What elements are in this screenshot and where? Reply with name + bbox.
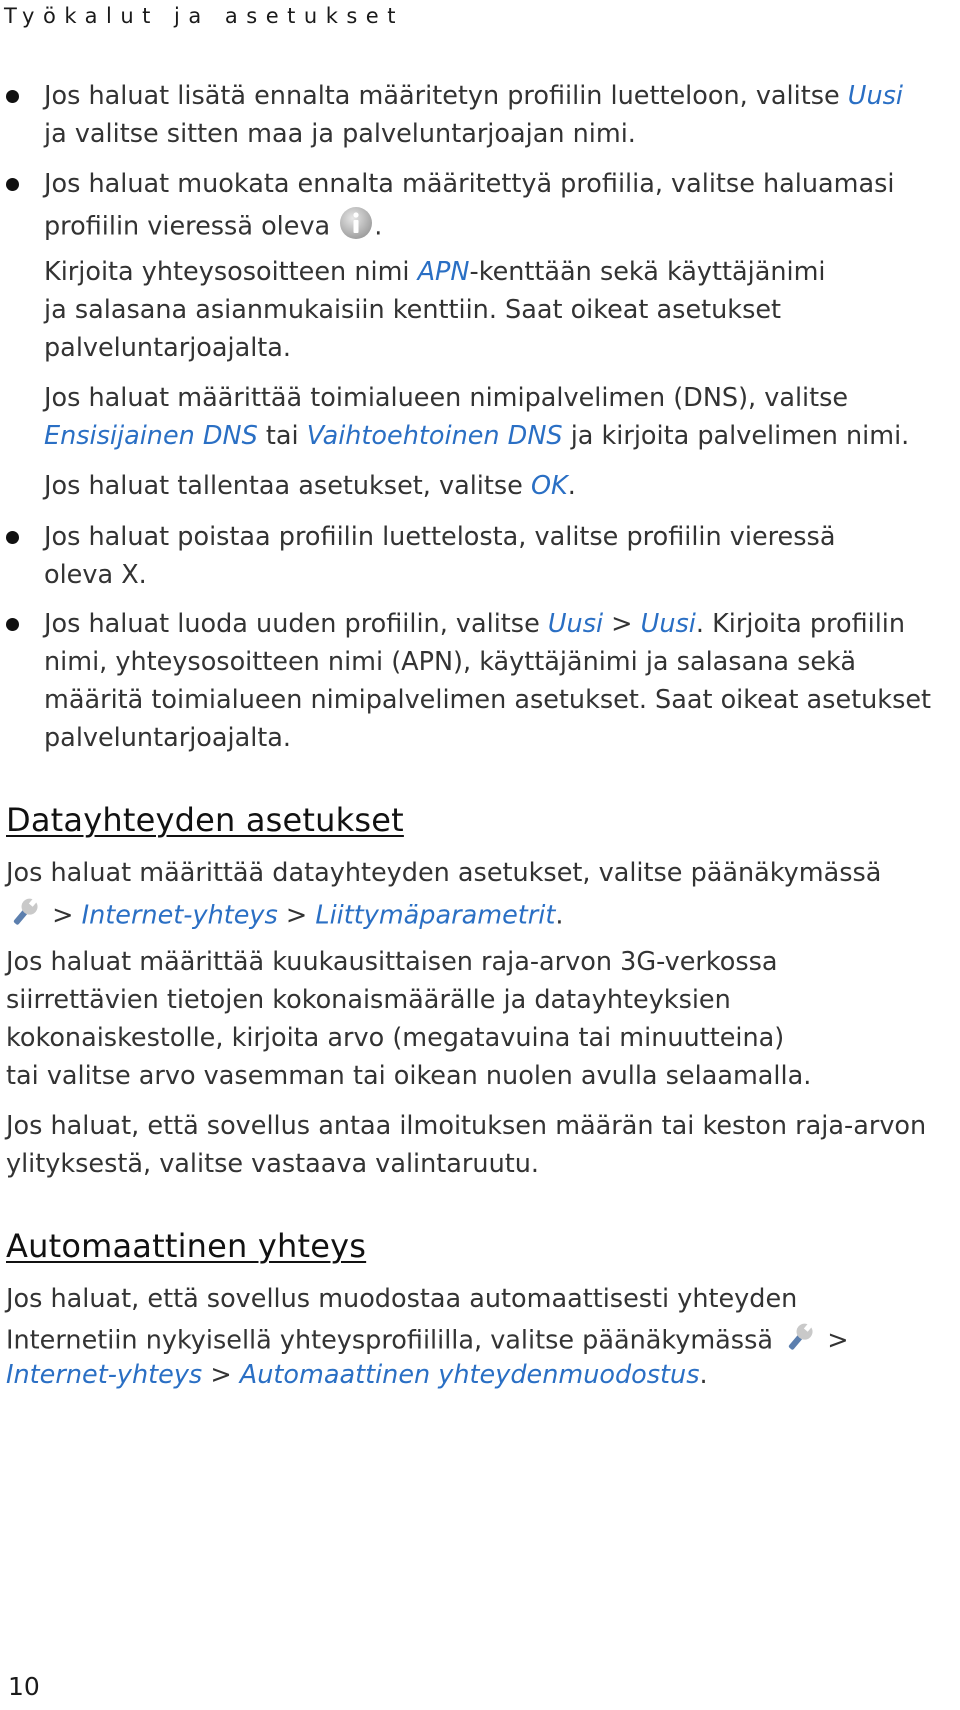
paragraph-line: tai valitse arvo vasemman tai oikean nuolen avulla selaamalla.	[6, 1061, 812, 1091]
paragraph-line: > Internet-yhteys > Liittymäparametrit.	[6, 895, 563, 938]
section-heading: Datayhteyden asetukset	[6, 801, 404, 839]
paragraph-line: Ensisijainen DNS tai Vaihtoehtoinen DNS ja kirjoita palvelimen nimi.	[44, 421, 910, 451]
list-item-line: Jos haluat lisätä ennalta määritetyn profiilin luetteloon, valitse Uusi	[44, 81, 903, 111]
paragraph-line: kokonaiskestolle, kirjoita arvo (megatavuina tai minuutteina)	[6, 1023, 785, 1053]
paragraph-line: Kirjoita yhteysosoitteen nimi APN-kenttään sekä käyttäjänimi	[44, 257, 826, 287]
paragraph-line: Jos haluat, että sovellus antaa ilmoituksen määrän tai keston raja-arvon	[6, 1111, 927, 1141]
running-header: Työkalut ja asetukset	[4, 4, 404, 28]
page-number: 10	[8, 1672, 40, 1701]
bullet	[6, 618, 19, 631]
ui-term: Internet-yhteys	[81, 900, 278, 931]
list-item-line: palveluntarjoajalta.	[44, 723, 292, 753]
ui-term: Uusi	[547, 609, 604, 639]
paragraph-line: Jos haluat määrittää kuukausittaisen raja-arvon 3G-verkossa	[6, 947, 778, 977]
paragraph-line: Internetiin nykyisellä yhteysprofiililla, valitse päänäkymässä >	[6, 1320, 849, 1363]
ui-term: OK	[530, 471, 568, 501]
paragraph-line: Internet-yhteys > Automaattinen yhteydenmuodostus.	[6, 1360, 708, 1390]
list-item-line: Jos haluat luoda uuden profiilin, valitse Uusi > Uusi. Kirjoita profiilin	[44, 609, 906, 639]
list-item-line: Jos haluat poistaa profiilin luettelosta, valitse profiilin vieressä	[44, 522, 836, 552]
bullet	[6, 178, 19, 191]
paragraph-line: Jos haluat määrittää toimialueen nimipalvelimen (DNS), valitse	[44, 383, 849, 413]
list-item-line: profiilin vieressä oleva .	[44, 205, 382, 250]
paragraph-line: Jos haluat, että sovellus muodostaa automaattisesti yhteyden	[6, 1284, 798, 1314]
ui-term: Internet-yhteys	[6, 1360, 203, 1390]
ui-term: Ensisijainen DNS	[44, 421, 258, 451]
wrench-icon	[6, 895, 44, 938]
ui-term: Uusi	[640, 609, 696, 639]
paragraph-line: ylityksestä, valitse vastaava valintaruutu.	[6, 1149, 539, 1179]
paragraph-line: Jos haluat tallentaa asetukset, valitse OK.	[44, 471, 576, 501]
list-item-line: oleva X.	[44, 560, 147, 590]
ui-term: Automaattinen yhteydenmuodostus	[239, 1360, 700, 1390]
ui-term: Liittymäparametrit	[315, 900, 556, 931]
list-item-line: nimi, yhteysosoitteen nimi (APN), käyttäjänimi ja salasana sekä	[44, 647, 857, 677]
ui-term: APN	[417, 257, 470, 287]
ui-term: Vaihtoehtoinen DNS	[306, 421, 563, 451]
list-item-line: ja valitse sitten maa ja palveluntarjoajan nimi.	[44, 119, 636, 149]
section-heading: Automaattinen yhteys	[6, 1227, 367, 1265]
paragraph-line: Jos haluat määrittää datayhteyden asetukset, valitse päänäkymässä	[6, 858, 882, 888]
bullet	[6, 90, 19, 103]
ui-term: Uusi	[847, 81, 903, 111]
paragraph-line: siirrettävien tietojen kokonaismäärälle ja datayhteyksien	[6, 985, 731, 1015]
wrench-icon	[781, 1320, 819, 1363]
paragraph-line: palveluntarjoajalta.	[44, 333, 292, 363]
list-item-line: Jos haluat muokata ennalta määritettyä profiilia, valitse haluamasi	[44, 169, 895, 199]
paragraph-line: ja salasana asianmukaisiin kenttiin. Saat oikeat asetukset	[44, 295, 782, 325]
list-item-line: määritä toimialueen nimipalvelimen asetukset. Saat oikeat asetukset	[44, 685, 932, 715]
bullet	[6, 531, 19, 544]
info-icon	[338, 205, 374, 250]
